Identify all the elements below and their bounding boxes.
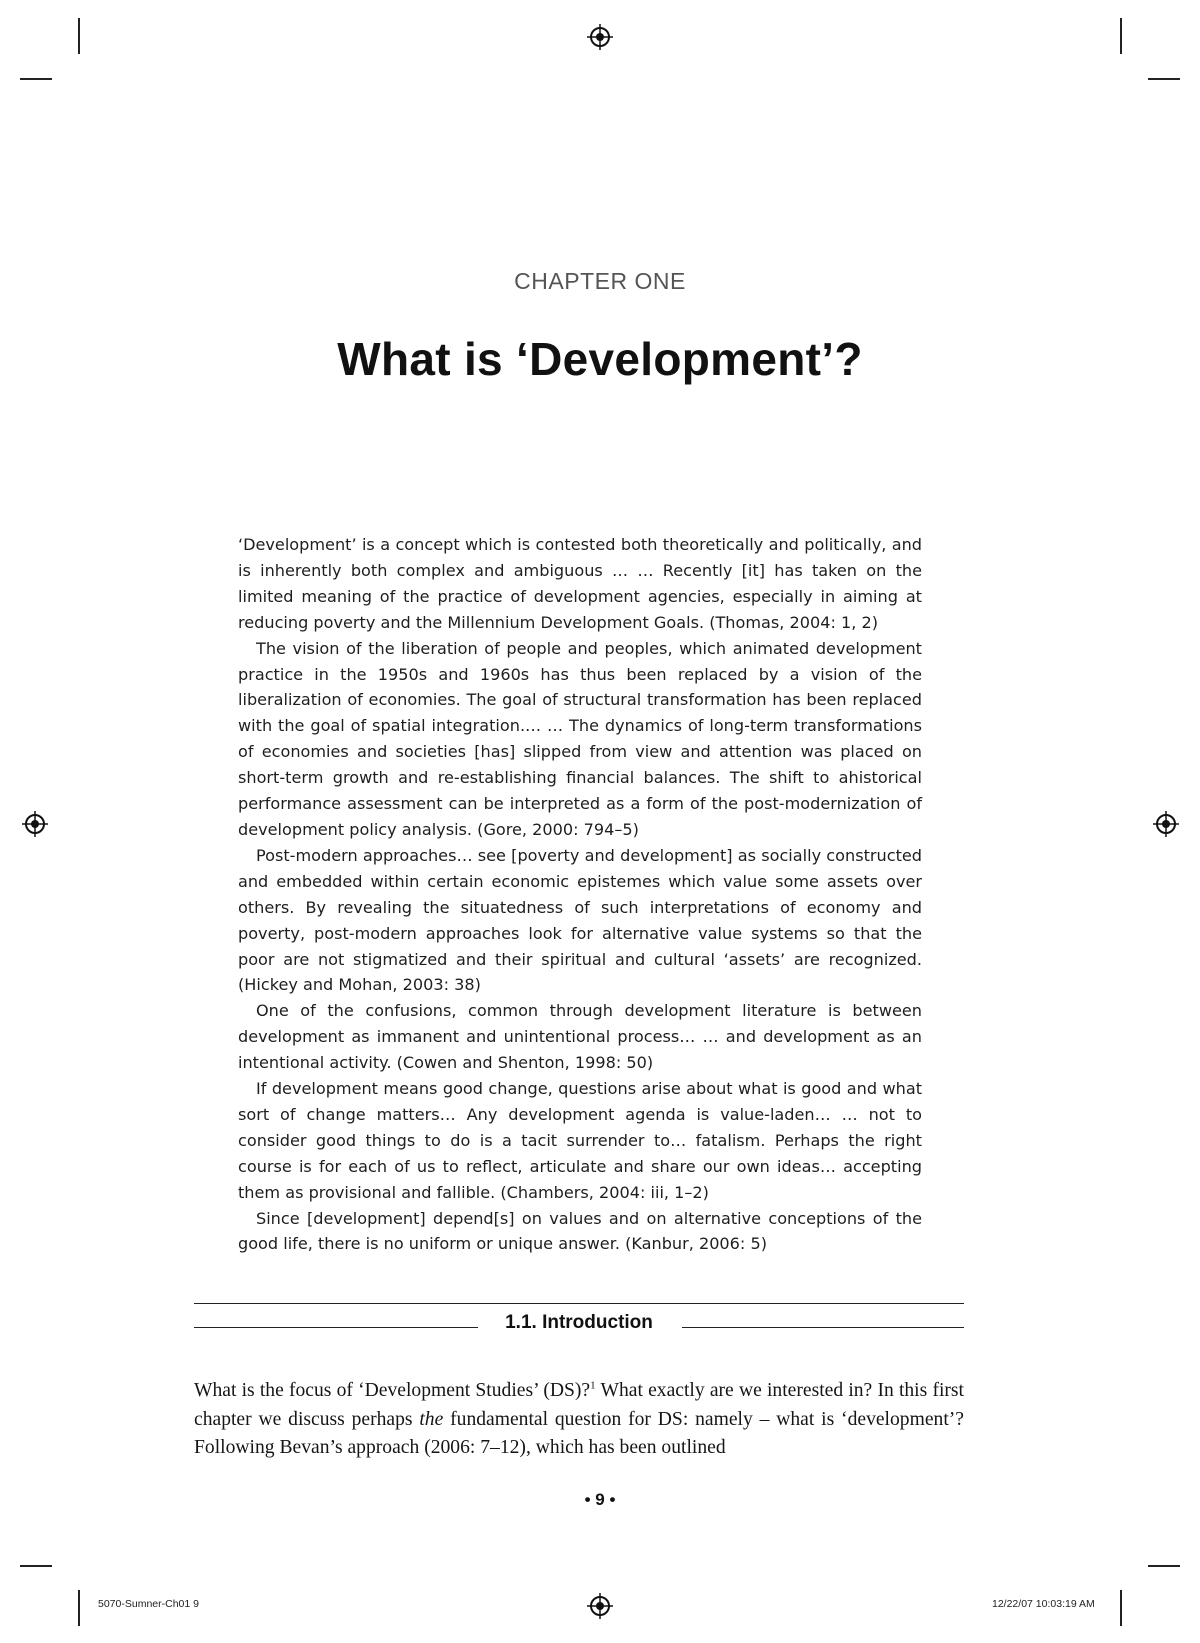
footnote-ref: 1	[590, 1379, 596, 1392]
epigraph-hickey-mohan: Post-modern approaches… see [poverty and development] as socially constructed and embedded within certain economic epistemes which value some assets over others. By revealing the situatedness of such interpretations of economy and poverty, post-modern approaches look for alternative value systems so that the poor are not stigmatized and their spiritual and cultural ‘assets’ are recognized. (Hickey and Mohan, 2003: 38)	[238, 845, 922, 995]
epigraph-thomas: ‘Development’ is a concept which is contested both theoretically and politically, and is inherently both complex and ambiguous … … Recently [it] has taken on the limited meaning of the practice of development agencies, especially in aiming at reducing poverty and the Millennium Development Goals. (Thomas, 2004: 1, 2)	[238, 535, 922, 632]
slug-file-name: 5070-Sumner-Ch01 9	[98, 1598, 199, 1610]
chapter-title: What is ‘Development’?	[337, 333, 863, 385]
epigraph-block	[238, 532, 922, 1257]
slug-timestamp: 12/22/07 10:03:19 AM	[992, 1598, 1095, 1610]
crop-mark	[78, 18, 80, 54]
crop-mark	[1148, 78, 1180, 80]
crop-mark	[78, 1590, 80, 1626]
crop-mark	[1120, 18, 1122, 54]
epigraph-chambers: If development means good change, questions arise about what is good and what sort of change matters… Any development agenda is value-laden… … not to consider good things to do is a tacit surrender to… fatalism. Perhaps the right course is for each of us to reflect, articulate and share our own ideas… accepting them as provisional and fallible. (Chambers, 2004: iii, 1–2)	[238, 1079, 922, 1202]
body-text-part: fundamental question for DS: namely – what is ‘development’? Following Bevan’s approach (2006: 7–12), which has been outlined	[194, 1408, 964, 1459]
crop-mark	[1148, 1565, 1180, 1567]
registration-mark-icon	[22, 811, 48, 837]
body-emphasis: the	[419, 1408, 444, 1430]
crop-mark	[20, 1565, 52, 1567]
chapter-label: CHAPTER ONE	[514, 268, 686, 294]
registration-mark-icon	[587, 1593, 613, 1619]
page-number: • 9 •	[584, 1490, 616, 1509]
registration-mark-icon	[587, 24, 613, 50]
section-rule-right	[682, 1327, 964, 1328]
section-heading: 1.1. Introduction	[505, 1312, 653, 1333]
crop-mark	[1120, 1590, 1122, 1626]
body-text-part: What exactly are we interested in? In this first chapter we discuss perhaps	[194, 1380, 965, 1430]
crop-mark	[20, 78, 52, 80]
epigraph-cowen-shenton: One of the confusions, common through development literature is between development as immanent and unintentional process… … and development as an intentional activity. (Cowen and Shenton, 1998: 50)	[238, 1001, 922, 1073]
epigraph-kanbur: Since [development] depend[s] on values and on alternative conceptions of the good life, there is no uniform or unique answer. (Kanbur, 2006: 5)	[238, 1208, 922, 1254]
registration-mark-icon	[1153, 811, 1179, 837]
body-paragraph	[194, 1377, 964, 1463]
section-heading-block	[194, 1312, 964, 1340]
body-text-part: What is the focus of ‘Development Studies’ (DS)?	[194, 1380, 591, 1401]
section-top-rule	[194, 1303, 964, 1304]
epigraph-gore: The vision of the liberation of people and peoples, which animated development practice in the 1950s and 1960s has thus been replaced by a vision of the liberalization of economies. The goal of structural transformation has been replaced with the goal of spatial integration.… … The dynamics of long-term transformations of economies and societies [has] slipped from view and attention was placed on short-term growth and re-establishing financial balances. The shift to ahistorical performance assessment can be interpreted as a form of the post-modernization of development policy analysis. (Gore, 2000: 794–5)	[238, 638, 922, 839]
